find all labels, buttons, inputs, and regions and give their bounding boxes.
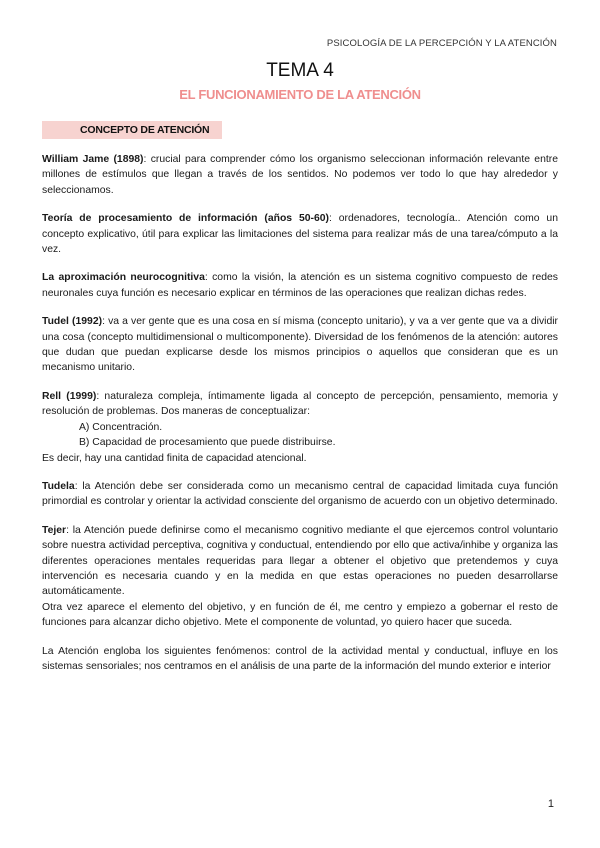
paragraph-term: Tudel (1992) [42,316,103,328]
page-subtitle: EL FUNCIONAMIENTO DE LA ATENCIÓN [179,87,421,102]
paragraph-term: La aproximación neurocognitiva [42,272,205,284]
paragraph-aproximacion [42,270,558,301]
paragraph-term: William Jame (1898) [42,154,144,165]
paragraph-rell-closing: Es decir, hay una cantidad finita de capacidad atencional. [42,452,307,464]
paragraph-tejer-continuation: Otra vez aparece el elemento del objetivo, y en función de él, me centro y empiezo a gobernar el resto de funciones para alcanzar dicho objetivo. Mete el componente de voluntad, yo quiero hacer que suceda. [42,601,558,629]
page-title: TEMA 4 [266,60,334,81]
paragraph-text: : naturaleza compleja, íntimamente ligada al concepto de percepción, pensamiento, memoria y resolución de problemas. Dos maneras de conceptualizar: [42,390,558,418]
paragraph-text: : como la visión, la atención es un sistema cognitivo compuesto de redes neuronales cuya función es necesario explicar en términos de las operaciones que realizan dichas redes. [42,272,558,299]
paragraph-term: Tudela [42,480,75,492]
section-heading-highlight [42,121,222,139]
section-heading: CONCEPTO DE ATENCIÓN [80,124,210,136]
paragraph-text: : la Atención debe ser considerada como un mecanismo central de capacidad limitada cuya función primordial es controlar y orientar la actividad consciente del organismo de acuerdo con un objetivo determinado. [42,480,558,508]
paragraph-term: Teoría de procesamiento de información (años 50-60) [42,213,329,225]
paragraph-tejer [42,523,558,600]
running-header: PSICOLOGÍA DE LA PERCEPCIÓN Y LA ATENCIÓN [326,38,557,49]
list-item-a: A) Concentración. [79,421,163,433]
paragraph-term: Tejer [42,524,67,536]
paragraph-tudel [42,314,558,376]
paragraph-james [42,152,558,198]
paragraph-text: : ordenadores, tecnología.. Atención como un concepto explicativo, útil para explicar las limitaciones del sistema para realizar más de una tarea/cómputo a la vez. [42,213,558,256]
paragraph-text: : la Atención puede definirse como el mecanismo cognitivo mediante el que ejercemos control voluntario sobre nuestra actividad perceptiva, cognitiva y conductual, entendiendo por ello que activa/inhibe y organiza las diferentes operaciones mentales requeridas para llegar a obtener el objetivo que pretendemos y cuya intervención es necesaria cuando y en la medida en que estas operaciones no pueden desarrollarse automáticamente. [42,524,558,598]
paragraph-rell [42,389,558,420]
document-body [42,152,558,687]
paragraph-text: : crucial para comprender cómo los organismo seleccionan información relevante entre millones de estímulos que llegan a través de los sentidos. No podemos ver todo lo que hay alrededor y seleccionamos. [42,154,558,196]
page-number: 1 [547,798,554,810]
list-item-b: B) Capacidad de procesamiento que puede distribuirse. [79,437,336,449]
paragraph-text: : va a ver gente que es una cosa en sí misma (concepto unitario), y va a ver gente que va a dividir una cosa (concepto multidimensional o multicomponente). Diversidad de los fenómenos de la atención: autores que dudan que puedan explicarse desde los mismos principios o aquellos que consideran que es un mecanismo unitario. [42,316,558,374]
paragraph-teoria [42,211,558,257]
paragraph-tudela [42,479,558,510]
paragraph-term: Rell (1999) [42,390,97,402]
paragraph-engloba: La Atención engloba los siguientes fenómenos: control de la actividad mental y conductual, influye en los sistemas sensoriales; nos centramos en el análisis de una parte de la información del mundo exterior e interior [42,645,558,672]
